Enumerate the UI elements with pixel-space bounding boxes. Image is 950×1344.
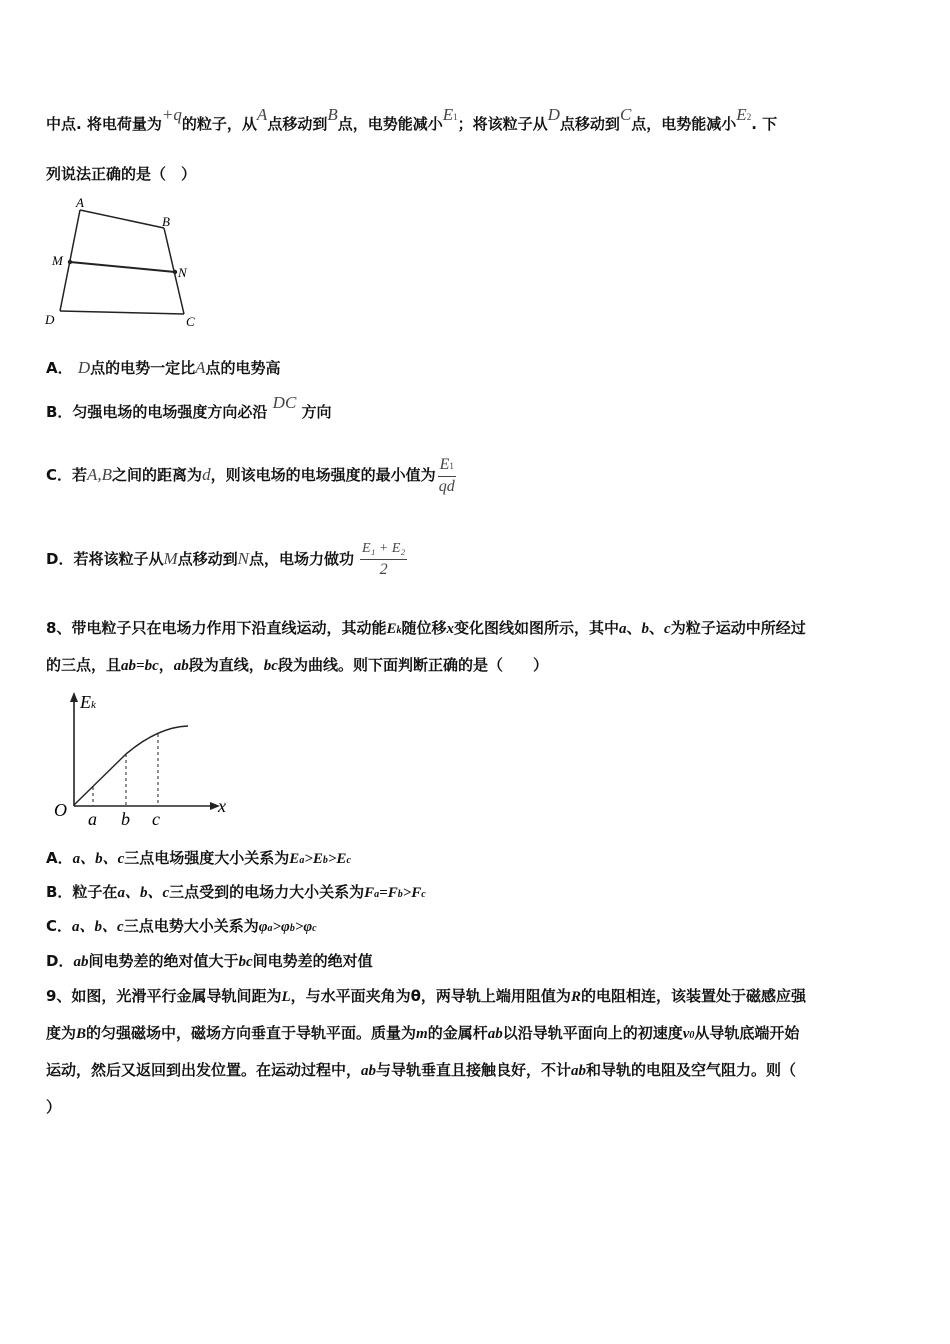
sub-b: b [397,889,403,900]
q7-figure [40,194,210,334]
math-Ek: E [386,621,397,637]
math-c: c [664,621,671,637]
math-ab: ab [73,954,89,970]
option-label: A． [46,849,73,867]
text: 、 [626,619,642,637]
sub-a: a [374,889,380,900]
numerator-sub: 1 [449,460,454,471]
option-label: C． [46,917,73,935]
math-gt-E: >E [327,851,347,867]
text: 为粒子运动中所经过 [670,619,806,637]
q7-stem-line1 [46,105,778,136]
math-ab-eq-bc: ab=bc [121,658,159,674]
q8-ek-x-graph [48,688,238,830]
denominator: qd [438,477,455,495]
sub-b: b [322,855,328,866]
text: 点，电势能减小 [631,115,737,133]
fraction-E1-over-qd [438,455,456,497]
text: ，与水平面夹角为θ，两导轨上端用阻值为 [290,987,571,1005]
text: 点移动到 [559,115,620,133]
text: 三点电势大小关系为 [123,917,259,935]
y-label-sub: k [91,699,96,711]
math-A: A [256,105,268,124]
math-q: +q [161,105,182,124]
point-b-label: b [121,809,130,829]
text: 三点受到的电场力大小关系为 [169,883,365,901]
math-E2-sub: 2 [746,112,752,122]
option-label: B．匀强电场的电场强度方向必沿 [46,403,268,421]
text: 段为曲线。则下面判断正确的是（ ） [277,656,548,674]
math-R: R [570,989,581,1005]
text: 与导轨垂直且接触良好，不计 [376,1061,572,1079]
text: . 下 [751,115,778,133]
text: 变化图线如图所示，其中 [453,619,619,637]
math-E1: E [442,105,454,124]
math-bc: bc [263,658,278,674]
math-N: N [237,549,249,568]
math-phi: φ [258,919,268,935]
math-C: C [619,105,632,124]
label-N: N [178,265,187,280]
q7-option-c [46,452,456,498]
q8-stem-line1 [46,618,806,641]
math-B: B [76,1026,87,1042]
label-C: C [186,314,195,329]
text: ，则该电场的电场强度的最小值为 [210,466,436,484]
denominator: 2 [379,561,388,578]
y-axis-arrow [70,692,78,702]
text: ；将该粒子从 [457,115,548,133]
text: 运动，然后又返回到出发位置。在运动过程中， [46,1061,362,1079]
edge-AB [80,210,164,228]
y-axis-label [79,692,97,712]
text: 随位移 [401,619,447,637]
q9-line1 [46,986,806,1007]
q7-option-a [46,358,281,378]
label-A: A [76,195,84,210]
math-M: M [163,549,178,568]
sub-c: c [312,923,317,934]
text: 间电势差的绝对值 [252,952,373,970]
text: 的匀强磁场中，磁场方向垂直于导轨平面。质量为 [86,1024,417,1042]
text: 8、带电粒子只在电场力作用下沿直线运动，其动能 [46,619,387,637]
text: 的电阻相连，该装置处于磁感应强 [580,987,806,1005]
text: 点移动到 [177,550,238,568]
text: 的粒子，从 [181,115,257,133]
label-B: B [162,214,170,229]
math-b: b [641,621,650,637]
math-d: d [202,465,211,484]
q8-option-c [46,916,317,939]
text: 点移动到 [267,115,328,133]
text: 段为直线， [188,656,264,674]
math-DC: DC [272,393,297,412]
q8-option-b [46,882,426,905]
math-D: D [547,105,560,124]
q8-option-a [46,848,351,871]
math-ab: ab [361,1063,377,1079]
text: 点的电势高 [205,359,281,377]
option-label: D． [46,952,74,970]
text: 点的电势一定比 [90,359,196,377]
sub-a: a [299,855,305,866]
math-eq-F: =F [379,885,398,901]
text: 中点. 将电荷量为 [46,115,162,133]
math-E2: E [736,105,747,124]
option-label: A． [46,359,73,377]
option-label: C．若 [46,466,88,484]
point-a-label: a [88,809,97,829]
numerator: E [439,455,450,473]
y-label-E: E [80,692,91,712]
label-M: M [52,253,63,268]
point-N [173,270,177,274]
math-F: F [364,885,375,901]
text: 点，电场力做功 [248,550,354,568]
math-gt-phi: >φ [272,919,290,935]
text: 以沿导轨平面向上的初速度 [502,1024,683,1042]
math-bc: bc [238,954,253,970]
math-gt-phi: >φ [294,919,313,935]
q7-option-d [46,536,407,582]
math-ab: ab [173,658,189,674]
math-abc: a、b、c [117,885,170,901]
math-abc: a、b、c [72,919,124,935]
math-gt-F: >F [402,885,422,901]
math-E1-sub: 1 [453,112,458,122]
math-v: v [682,1026,690,1042]
text: 9、如图，光滑平行金属导轨间距为 [46,987,282,1005]
math-gt-E: >E [304,851,323,867]
point-M [68,260,72,264]
q9-line2 [46,1023,799,1046]
text: 点，电势能减小 [337,115,443,133]
math-Ek-sub: k [396,625,402,636]
text: 的金属杆 [427,1024,488,1042]
text: 和导轨的电阻及空气阻力。则（ [586,1061,797,1079]
text: 间电势差的绝对值大于 [88,952,239,970]
text: 方向 [301,403,332,421]
option-label: B．粒子在 [46,883,118,901]
q7-option-b [46,393,332,422]
text: 、 [649,619,665,637]
q8-option-d [46,951,373,972]
ek-curve [74,726,188,805]
math-AB: A,B [87,465,113,484]
math-A: A [195,358,206,377]
math-L: L [281,989,291,1005]
edge-DC [60,311,184,314]
text: ， [158,656,174,674]
sub-a: a [267,923,273,934]
math-E: E [289,851,300,867]
fraction-E1-plus-E2-over-2 [360,539,407,580]
math-ab: ab [487,1026,503,1042]
text: 的三点，且 [46,656,122,674]
math-abc: a、b、c [72,851,125,867]
text: 三点电场强度大小关系为 [124,849,290,867]
sub-c: c [346,855,351,866]
sub-b: b [289,923,295,934]
math-ab: ab [571,1063,587,1079]
q9-line3 [46,1060,796,1081]
option-label: D．若将该粒子从 [46,550,164,568]
segment-MN [70,262,175,272]
label-D: D [45,312,55,327]
origin-label: O [54,800,67,820]
q9-line4: ） [46,1098,62,1116]
text: 之间的距离为 [112,466,203,484]
math-a: a [619,621,627,637]
math-B: B [327,105,338,124]
math-D: D [77,358,91,377]
x-axis-label: x [218,796,226,816]
q7-stem-line2: 列说法正确的是（ ） [46,165,197,183]
q8-stem-line2 [46,655,548,676]
text: 度为 [46,1024,77,1042]
math-v-sub: 0 [689,1030,695,1041]
math-x: x [446,621,454,637]
text: 从导轨底端开始 [694,1024,800,1042]
sub-c: c [421,889,426,900]
math-m: m [416,1026,428,1042]
numerator: E₁ + E₂ [360,539,407,560]
point-c-label: c [152,809,160,829]
